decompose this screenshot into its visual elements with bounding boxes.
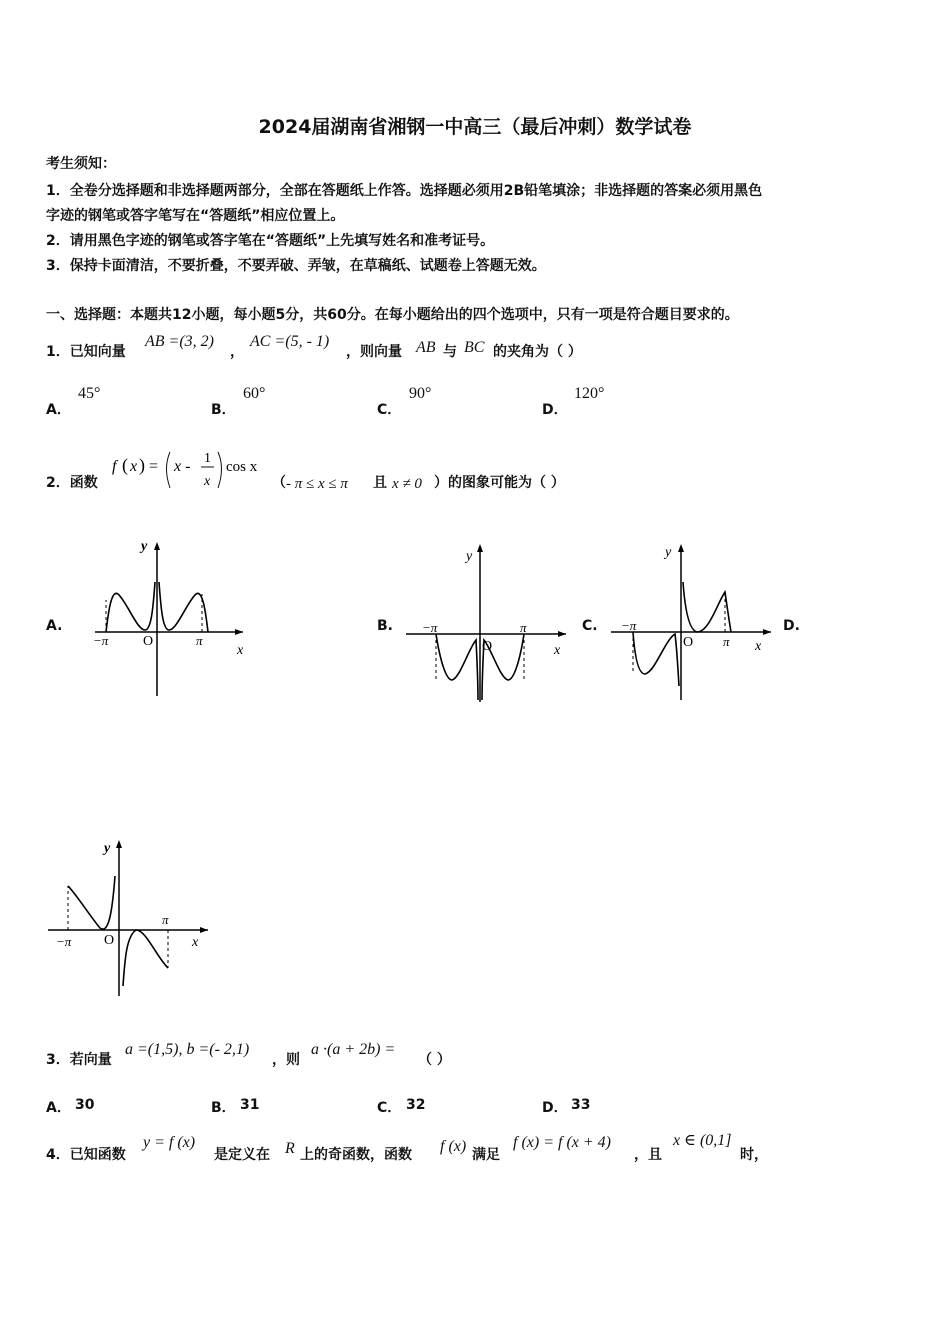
q1-option-d-label: D． [542,402,568,418]
q3-expression: a ·(a + 2b) = [311,1041,396,1058]
q2-func-x: x [130,458,138,475]
graph-d-x-label: x [192,935,199,950]
q4-number: 4．已知函数 [46,1147,126,1163]
q2-func-one: 1 [204,451,211,466]
graph-a [85,538,265,704]
graph-c-y-label: y [665,545,672,560]
q3-option-b-value: 31 [240,1097,260,1113]
notice-heading: 考生须知： [46,156,116,172]
q3-option-d-label: D． [542,1100,568,1116]
q2-condition-2: x ≠ 0 [392,476,422,492]
graph-a-origin: O [143,634,154,649]
q3-option-a-label: A． [46,1100,71,1116]
q3-number: 3．若向量 [46,1052,112,1068]
graph-b-pi: π [520,620,527,635]
q2-option-c-label: C. [582,618,598,634]
q2-func-eq: = [149,458,159,475]
q3-option-d-value: 33 [571,1097,591,1113]
q4-text-1: 是定义在 [214,1147,270,1163]
q1-vector-ab: AB =(3, 2) [145,333,214,350]
graph-c [605,540,785,714]
q2-func-minus: x - [174,458,191,475]
graph-a-y-label: y [141,539,148,554]
graph-c-origin: O [683,635,694,650]
q1-option-d-value: 120° [574,385,605,402]
graph-c-x-label: x [755,639,762,654]
q1-option-c-label: C． [377,402,402,418]
q4-text-3: 满足 [472,1147,500,1163]
q2-func-lp: ( [122,455,128,475]
q2-number: 2．函数 [46,475,98,491]
page-title: 2024届湖南省湘钢一中高三（最后冲刺）数学试卷 [258,116,692,138]
q3-mid: ，则 [272,1052,300,1068]
graph-d-origin: O [104,933,115,948]
q2-func-cos: cos x [226,459,258,475]
q1-text: ，则向量 [346,344,402,360]
q4-equation: f (x) = f (x + 4) [513,1134,611,1151]
graph-a-neg-pi: −π [93,633,109,648]
graph-b-origin: O [482,639,493,654]
q3-option-b-label: B． [211,1100,236,1116]
q1-option-b-label: B． [211,402,236,418]
q3-vectors: a =(1,5), b =(- 2,1) [125,1041,250,1058]
q4-text-4: ，且 [634,1147,662,1163]
q1-option-c-value: 90° [409,385,432,402]
q1-and: 与 [443,344,457,360]
graph-a-x-label: x [237,643,244,658]
graph-c-neg-pi: −π [621,618,637,633]
notice-line-2: 2．请用黑色字迹的钢笔或答字笔在“答题纸”上先填写姓名和准考证号。 [46,233,495,249]
q2-cond-open: （ [272,475,286,491]
q1-sep: ， [230,344,244,360]
q2-func-xden: x [204,474,211,489]
q3-option-c-value: 32 [406,1097,426,1113]
q2-end: ）的图象可能为（ ） [434,475,565,491]
q3-end: （ ） [418,1052,451,1068]
q3-option-c-label: C． [377,1100,402,1116]
q2-function [110,448,270,494]
notice-line-1: 1．全卷分选择题和非选择题两部分，全部在答题纸上作答。选择题必须用2B铅笔填涂；非选择题的答案必须用黑色 [46,183,763,199]
graph-c-pi: π [723,634,730,649]
graph-d [42,836,222,1005]
q2-func-rp: ) [139,455,145,475]
notice-line-3: 3．保持卡面清洁，不要折叠，不要弄破、弄皱，在草稿纸、试题卷上答题无效。 [46,258,546,274]
q1-vector-ac: AC =(5, - 1) [250,333,330,350]
graph-b-y-label: y [466,549,473,564]
graph-a-pi: π [196,633,203,648]
q2-option-b-label: B. [377,618,393,634]
section-heading: 一、选择题：本题共12小题，每小题5分，共60分。在每小题给出的四个选项中，只有一项是符合题目要求的。 [46,307,739,323]
q3-option-a-value: 30 [75,1097,95,1113]
q4-text-2: 上的奇函数，函数 [300,1147,412,1163]
notice-line-1b: 字迹的钢笔或答字笔写在“答题纸”相应位置上。 [46,208,345,224]
q2-qie: 且 [373,475,387,491]
q4-function: y = f (x) [143,1134,196,1151]
graph-b-neg-pi: −π [422,620,438,635]
q2-option-a-label: A. [46,618,63,634]
q2-condition: - π ≤ x ≤ π [286,476,348,492]
q1-option-b-value: 60° [243,385,266,402]
q1-option-a-label: A． [46,402,71,418]
graph-d-pi: π [162,912,169,927]
q4-r: R [285,1140,295,1157]
q4-text-5: 时， [740,1147,768,1163]
q1-ab: AB [416,339,436,356]
graph-b [400,540,580,714]
q4-fx: f (x) [440,1138,467,1155]
q1-end: 的夹角为（ ） [493,344,582,360]
graph-d-y-label: y [104,841,111,856]
q2-option-d-label: D. [783,618,800,634]
graph-b-x-label: x [554,643,561,658]
q4-domain: x ∈ (0,1] [673,1132,732,1149]
graph-d-neg-pi: −π [56,934,72,949]
q2-func-f: f [112,458,117,475]
q1-number: 1．已知向量 [46,344,126,360]
q1-option-a-value: 45° [78,385,101,402]
q1-bc: BC [464,339,485,356]
